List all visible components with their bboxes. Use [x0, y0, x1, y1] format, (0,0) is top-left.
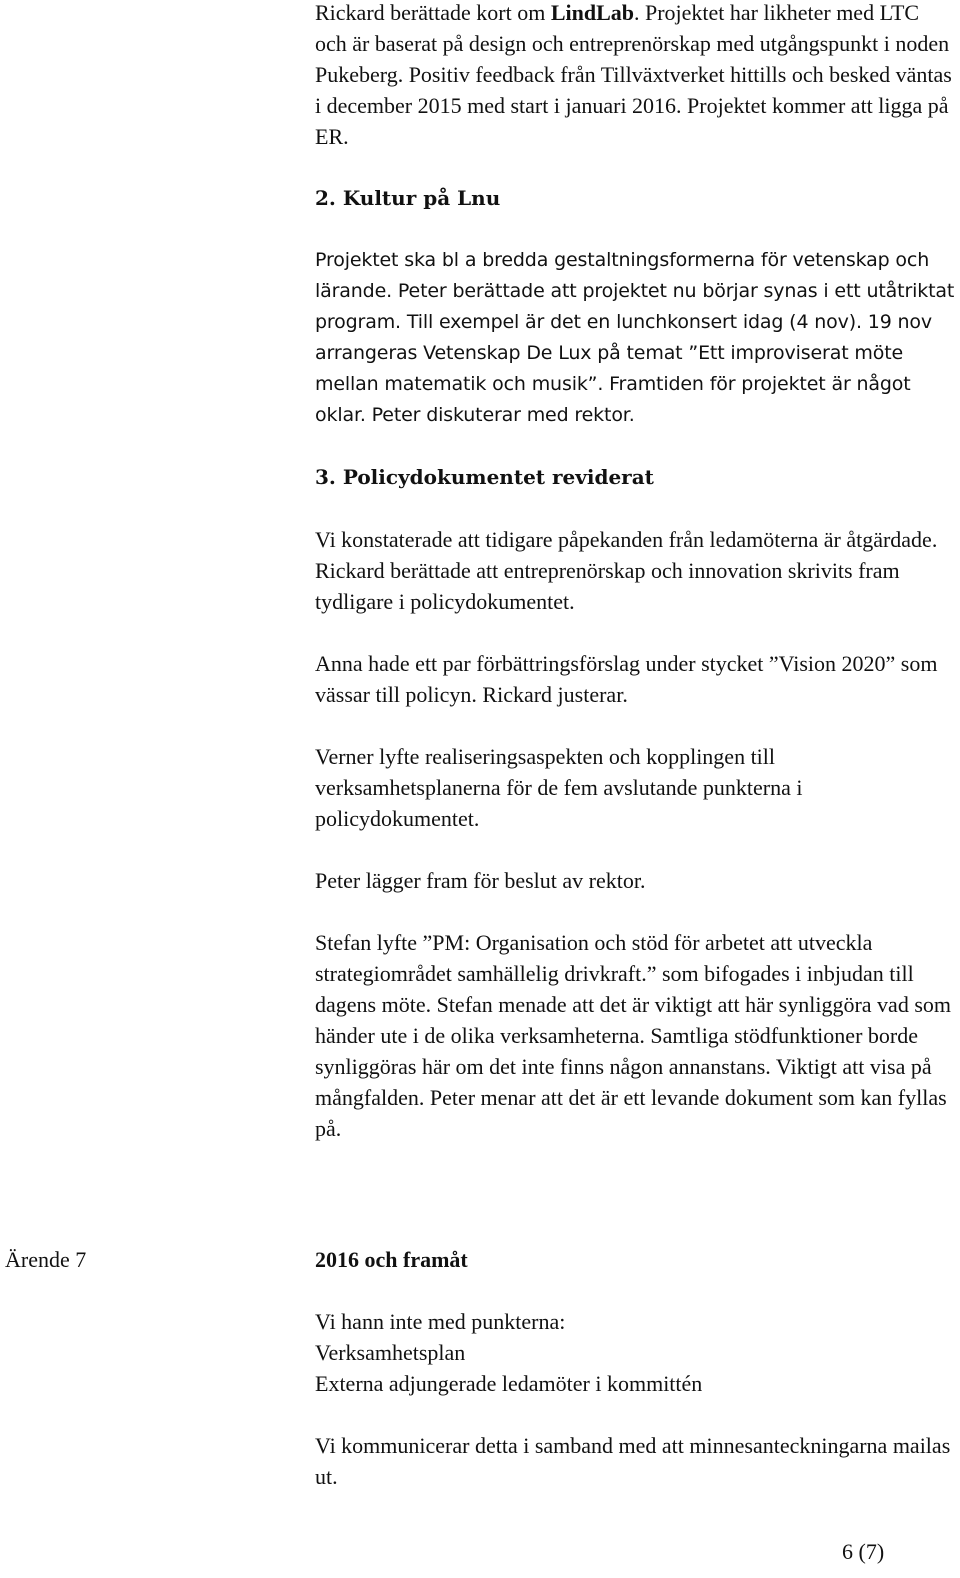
section3-paragraph-2: Anna hade ett par förbättringsförslag under stycket ”Vision 2020” som vässar till policyn. Rickard justerar. — [315, 651, 938, 707]
arende7-title: 2016 och framåt — [315, 1247, 468, 1272]
section3-paragraph-3: Verner lyfte realiseringsaspekten och kopplingen till verksamhetsplanerna för de fem avslutande punkterna i policydokumentet. — [315, 744, 803, 831]
section1-paragraph — [315, 0, 955, 152]
section2-paragraph: Projektet ska bl a bredda gestaltningsformerna för vetenskap och lärande. Peter berättade att projektet nu börjar synas i ett utåtriktat program. Till exempel är det en lunchkonsert idag (4 nov). 19 nov arrangeras Vetenskap De Lux på temat ”Ett improviserat möte mellan matematik och musik”. Framtiden för projektet är något oklar. Peter diskuterar med rektor. — [315, 249, 955, 426]
arende7-closing: Vi kommunicerar detta i samband med att minnesanteckningarna mailas ut. — [315, 1433, 951, 1489]
section3-paragraph-5: Stefan lyfte ”PM: Organisation och stöd för arbetet att utveckla strategiområdet samhällelig drivkraft.” som bifogades i inbjudan till dagens möte. Stefan menade att det är viktigt att här synliggöra vad som händer ute i de olika verksamheterna. Samtliga stödfunktioner borde synliggöras här om det inte finns någon annanstans. Viktigt att visa på mångfalden. Peter menar att det är ett levande dokument som kan fyllas på. — [315, 930, 951, 1141]
section3-heading: 3. Policydokumentet reviderat — [315, 465, 654, 489]
main-column — [315, 0, 955, 1144]
arende7-line-2: Verksamhetsplan — [315, 1340, 466, 1365]
section3-paragraph-1: Vi konstaterade att tidigare påpekanden från ledamöterna är åtgärdade. Rickard berättade att entreprenörskap och innovation skrivits fram tydligare i policydokumentet. — [315, 527, 938, 614]
section1-text-post: . Projektet har likheter med LTC och är baserat på design och entreprenörskap med utgångspunkt i noden Pukeberg. Positiv feedback från Tillväxtverket hittills och besked väntas i december 2015 med start i januari 2016. Projektet kommer att ligga på ER. — [315, 0, 952, 149]
section3-paragraph-4: Peter lägger fram för beslut av rektor. — [315, 868, 646, 893]
arende7-line-1: Vi hann inte med punkterna: — [315, 1309, 566, 1334]
arende7-line-3: Externa adjungerade ledamöter i kommittén — [315, 1371, 703, 1396]
section1-text-pre: Rickard berättade kort om — [315, 0, 551, 25]
page-number: 6 (7) — [842, 1539, 885, 1564]
section2-heading: 2. Kultur på Lnu — [315, 186, 501, 210]
arende7-block — [315, 1244, 955, 1492]
lindlab-bold: LindLab — [550, 0, 634, 25]
arende-label: Ärende 7 — [5, 1247, 87, 1272]
